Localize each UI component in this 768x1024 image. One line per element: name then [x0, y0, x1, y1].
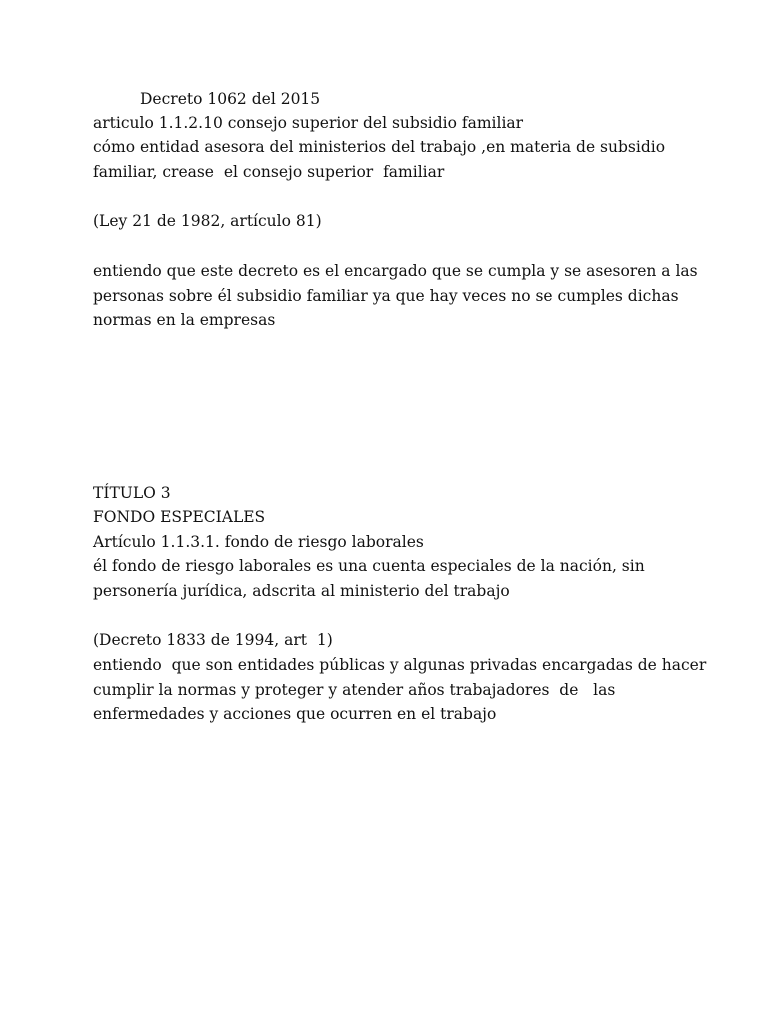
- body-line: él fondo de riesgo laborales es una cuenta especiales de la nación, sin: [93, 557, 645, 575]
- comment-line: entiendo que este decreto es el encargado que se cumpla y se asesoren a las: [93, 262, 698, 280]
- section-subtitle: FONDO ESPECIALES: [93, 508, 266, 526]
- body-line: cómo entidad asesora del ministerios del trabajo ,en materia de subsidio: [93, 138, 666, 156]
- section-title: TÍTULO 3: [93, 484, 171, 502]
- decree-title: Decreto 1062 del 2015: [140, 90, 321, 108]
- comment-line: cumplir la normas y proteger y atender años trabajadores de las: [93, 681, 616, 699]
- article-heading: Artículo 1.1.3.1. fondo de riesgo laborales: [93, 533, 424, 551]
- article-heading: articulo 1.1.2.10 consejo superior del subsidio familiar: [93, 114, 524, 132]
- citation: (Decreto 1833 de 1994, art 1): [93, 631, 333, 649]
- body-line: personería jurídica, adscrita al ministerio del trabajo: [93, 582, 510, 600]
- comment-line: entiendo que son entidades públicas y algunas privadas encargadas de hacer: [93, 656, 707, 674]
- comment-line: enfermedades y acciones que ocurren en el trabajo: [93, 705, 497, 723]
- body-line: familiar, crease el consejo superior familiar: [93, 163, 445, 181]
- citation: (Ley 21 de 1982, artículo 81): [93, 212, 322, 230]
- comment-line: personas sobre él subsidio familiar ya que hay veces no se cumples dichas: [93, 287, 679, 305]
- comment-line: normas en la empresas: [93, 311, 276, 329]
